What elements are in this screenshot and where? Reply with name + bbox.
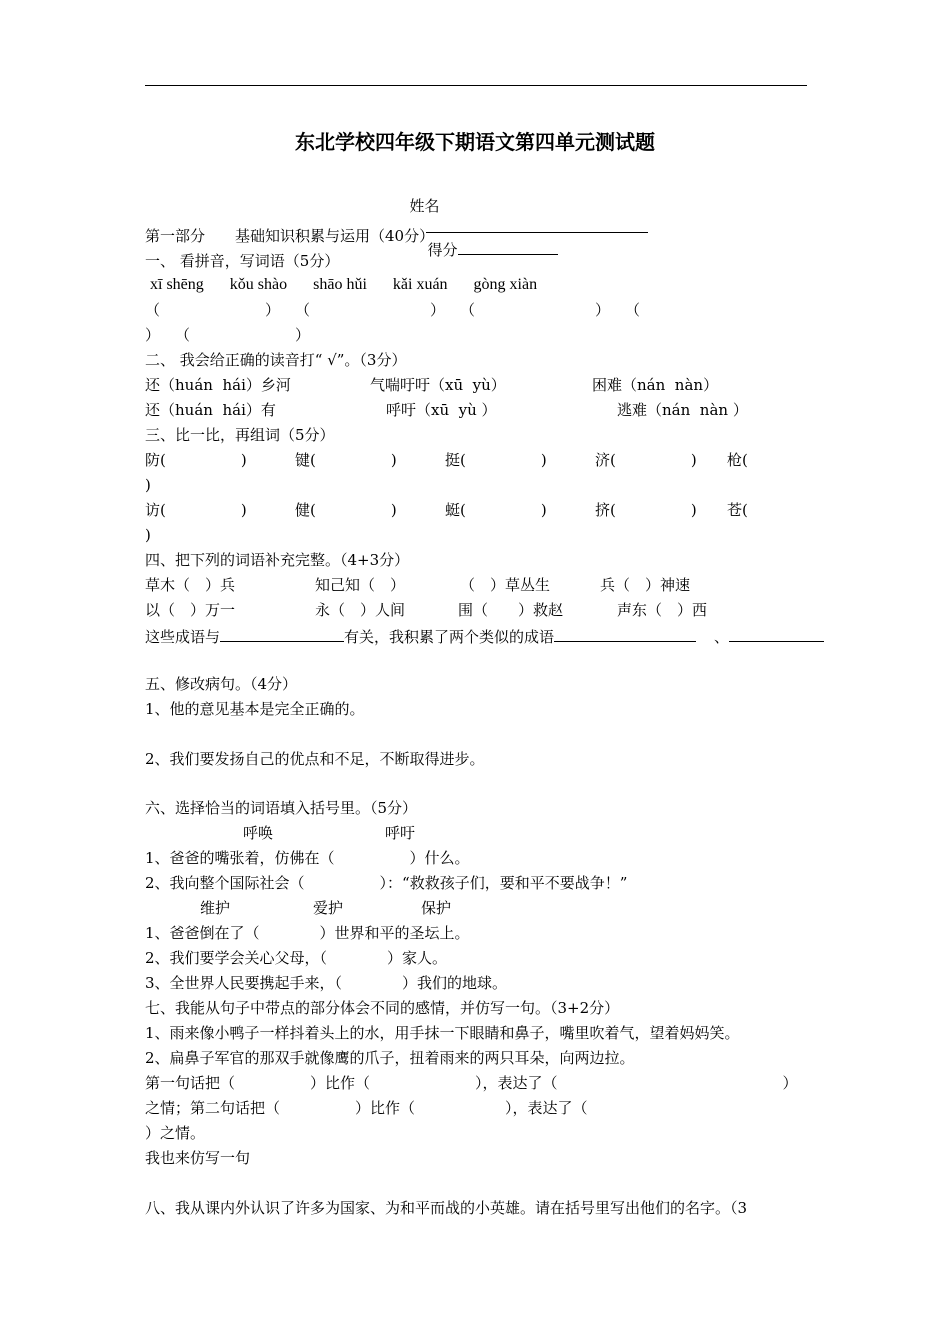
q3-item[interactable]: 枪( bbox=[727, 451, 748, 469]
q2-item[interactable]: 还（huán hái）有 bbox=[145, 401, 276, 419]
q7-heading: 七、我能从句子中带点的部分体会不同的感情，并仿写一句。（3+2分） bbox=[145, 999, 620, 1017]
q4-idiom-line bbox=[145, 625, 824, 647]
q4-blank[interactable] bbox=[220, 625, 344, 642]
q7-answer-line[interactable]: 第一句话把（ ）比作（ ），表达了（ ） bbox=[145, 1074, 798, 1092]
q3-item[interactable]: 济( ) bbox=[595, 451, 697, 469]
score-label: 得分 bbox=[427, 241, 458, 259]
q4-item[interactable]: 草木（ ）兵 bbox=[145, 576, 236, 594]
q2-item[interactable]: 呼吁（xū yù ） bbox=[386, 401, 497, 419]
q4-item[interactable]: 永（ ）人间 bbox=[315, 601, 406, 619]
q3-item[interactable]: 防( ) bbox=[145, 451, 247, 469]
q4-item[interactable]: （ ）草丛生 bbox=[460, 576, 551, 594]
q4-line-text: 、 bbox=[714, 628, 730, 646]
q7-answer-line[interactable]: ）之情。 bbox=[145, 1124, 206, 1142]
q2-item[interactable]: 还（huán hái）乡河 bbox=[145, 376, 291, 394]
q8-heading: 八、我从课内外认识了许多为国家、为和平而战的小英雄。请在括号里写出他们的名字。（3 bbox=[145, 1199, 748, 1217]
q4-item[interactable]: 以（ ）万一 bbox=[145, 601, 236, 619]
q4-heading: 四、把下列的词语补充完整。（4+3分） bbox=[145, 551, 410, 569]
q6-item[interactable]: 1、爸爸倒在了（ ）世界和平的圣坛上。 bbox=[145, 924, 470, 942]
pinyin-item: xī shēng bbox=[150, 276, 204, 293]
name-field-row bbox=[400, 176, 648, 260]
q7-item: 2、扁鼻子军官的那双手就像鹰的爪子，扭着雨来的两只耳朵，向两边拉。 bbox=[145, 1049, 635, 1067]
q1-answer-brackets[interactable]: （ ） （ ） （ ） （ bbox=[145, 301, 641, 319]
q2-heading: 二、 我会给正确的读音打“ √”。（3分） bbox=[145, 351, 407, 369]
q6-word-option: 爱护 bbox=[313, 899, 344, 917]
q5-item: 1、他的意见基本是完全正确的。 bbox=[145, 700, 365, 718]
q3-heading: 三、比一比，再组词（5分） bbox=[145, 426, 335, 444]
q5-item: 2、我们要发扬自己的优点和不足，不断取得进步。 bbox=[145, 750, 485, 768]
q6-item[interactable]: 3、全世界人民要携起手来，（ ）我们的地球。 bbox=[145, 974, 508, 992]
q2-item[interactable]: 气喘吁吁（xū yù） bbox=[370, 376, 506, 394]
page-title: 东北学校四年级下期语文第四单元测试题 bbox=[295, 130, 655, 154]
q1-pinyin-row bbox=[150, 276, 563, 294]
q3-item[interactable]: 挤( ) bbox=[595, 501, 697, 519]
q7-imitate-prompt: 我也来仿写一句 bbox=[145, 1149, 251, 1167]
q4-line-text: 这些成语与 bbox=[145, 628, 221, 646]
q3-item[interactable]: 苍( bbox=[727, 501, 748, 519]
q4-item[interactable]: 围（ ）救赵 bbox=[458, 601, 564, 619]
q4-item[interactable]: 知己知（ ） bbox=[315, 576, 406, 594]
pinyin-item: kǒu shào bbox=[229, 276, 288, 293]
score-blank[interactable] bbox=[458, 238, 558, 255]
q4-blank[interactable] bbox=[729, 625, 824, 642]
q6-item[interactable]: 2、我向整个国际社会（ ）：“救救孩子们，要和平不要战争！” bbox=[145, 874, 628, 892]
q6-word-option: 维护 bbox=[200, 899, 231, 917]
header-rule bbox=[145, 85, 807, 86]
q6-item[interactable]: 2、我们要学会关心父母，（ ）家人。 bbox=[145, 949, 448, 967]
part-one-heading: 第一部分 基础知识积累与运用（40分） bbox=[145, 227, 435, 245]
q2-item[interactable]: 困难（nán nàn） bbox=[592, 376, 719, 394]
q6-heading: 六、选择恰当的词语填入括号里。（5分） bbox=[145, 799, 418, 817]
q2-item[interactable]: 逃难（nán nàn ） bbox=[617, 401, 748, 419]
q3-item-tail: ) bbox=[145, 476, 151, 494]
pinyin-item: kǎi xuán bbox=[392, 276, 448, 293]
name-blank[interactable] bbox=[426, 216, 648, 233]
q1-answer-brackets-cont[interactable]: ） （ ） bbox=[145, 326, 311, 344]
q1-heading: 一、 看拼音，写词语（5分） bbox=[145, 252, 340, 270]
q6-word-option: 呼吁 bbox=[385, 824, 416, 842]
q4-item[interactable]: 声东（ ）西 bbox=[617, 601, 708, 619]
q3-item[interactable]: 访( ) bbox=[145, 501, 247, 519]
q3-item[interactable]: 挺( ) bbox=[445, 451, 547, 469]
q4-item[interactable]: 兵（ ）神速 bbox=[600, 576, 691, 594]
q6-word-option: 呼唤 bbox=[243, 824, 274, 842]
q6-item[interactable]: 1、爸爸的嘴张着，仿佛在（ ）什么。 bbox=[145, 849, 470, 867]
q4-line-text: 有关，我积累了两个类似的成语 bbox=[344, 628, 555, 646]
q3-item[interactable]: 蜓( ) bbox=[445, 501, 547, 519]
q3-item[interactable]: 键( ) bbox=[295, 451, 397, 469]
name-label: 姓名 bbox=[409, 197, 440, 215]
q6-word-option: 保护 bbox=[421, 899, 452, 917]
pinyin-item: gòng xiàn bbox=[473, 276, 538, 293]
q3-item-tail: ) bbox=[145, 526, 151, 544]
q7-answer-line[interactable]: 之情；第二句话把（ ）比作（ ），表达了（ bbox=[145, 1099, 588, 1117]
q3-item[interactable]: 健( ) bbox=[295, 501, 397, 519]
q7-item: 1、雨来像小鸭子一样抖着头上的水，用手抹一下眼睛和鼻子，嘴里吹着气，望着妈妈笑。 bbox=[145, 1024, 740, 1042]
q4-blank[interactable] bbox=[554, 625, 696, 642]
pinyin-item: shāo hǔi bbox=[313, 276, 367, 293]
q5-heading: 五、修改病句。（4分） bbox=[145, 675, 298, 693]
